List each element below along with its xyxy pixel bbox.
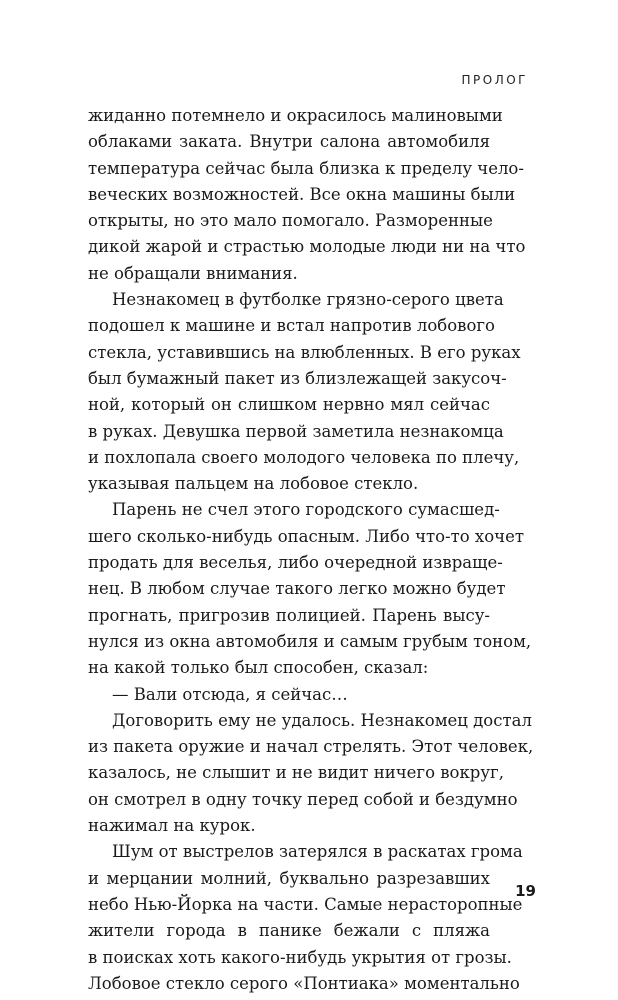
text-line: дикой жарой и страстью молодые люди ни на что xyxy=(88,237,526,257)
paragraph xyxy=(88,708,534,839)
text-line: и похлопала своего молодого человека по плечу, xyxy=(88,447,520,467)
text-line: казалось, не слышит и не видит ничего вокруг, xyxy=(88,763,504,783)
text-line: он смотрел в одну точку перед собой и бездумно xyxy=(88,789,518,809)
text-line: — Вали отсюда, я сейчас… xyxy=(112,684,348,704)
text-line: в руках. Девушка первой заметила незнакомца xyxy=(88,421,504,441)
text-line: Лобовое стекло серого «Понтиака» моментально xyxy=(88,973,520,993)
text-line: был бумажный пакет из близлежащей закусоч- xyxy=(88,368,507,388)
text-line: жители города в панике бежали с пляжа xyxy=(88,921,490,941)
text-line: шего сколько-нибудь опасным. Либо что-то хочет xyxy=(88,526,524,546)
running-header: ПРОЛОГ xyxy=(461,73,528,87)
text-line: нулся из окна автомобиля и самым грубым тоном, xyxy=(88,631,532,651)
text-line: прогнать, пригрозив полицией. Парень высу- xyxy=(88,605,490,625)
text-line: из пакета оружие и начал стрелять. Этот человек, xyxy=(88,737,534,757)
text-line: указывая пальцем на лобовое стекло. xyxy=(88,474,419,494)
text-line: нец. В любом случае такого легко можно будет xyxy=(88,579,506,599)
paragraph xyxy=(88,839,523,997)
text-line: стекла, уставившись на влюбленных. В его руках xyxy=(88,342,521,362)
text-line: температура сейчас была близка к пределу чело- xyxy=(88,158,524,178)
text-line: Незнакомец в футболке грязно-серого цвета xyxy=(112,290,504,310)
text-line: в поисках хоть какого-нибудь укрытия от грозы. xyxy=(88,947,512,967)
text-line: нажимал на курок. xyxy=(88,816,256,836)
text-line: продать для веселья, либо очередной извраще- xyxy=(88,553,503,573)
paragraph xyxy=(88,682,490,708)
text-line: Договорить ему не удалось. Незнакомец достал xyxy=(112,710,532,730)
page-number: 19 xyxy=(515,882,536,900)
text-line: жиданно потемнело и окрасилось малиновыми xyxy=(88,106,503,125)
text-line: на какой только был способен, сказал: xyxy=(88,658,429,678)
paragraph xyxy=(88,287,521,497)
text-line: облаками заката. Внутри салона автомобиля xyxy=(88,132,490,152)
text-line: открыты, но это мало помогало. Разморенные xyxy=(88,211,493,231)
text-line: Шум от выстрелов затерялся в раскатах грома xyxy=(112,842,523,862)
paragraph xyxy=(88,103,526,287)
text-line: подошел к машине и встал напротив лобового xyxy=(88,316,495,336)
text-line: и мерцании молний, буквально разрезавших xyxy=(88,868,490,888)
text-line: Парень не счел этого городского сумасшед- xyxy=(112,500,500,520)
text-line: не обращали внимания. xyxy=(88,263,298,283)
text-line: ной, который он слишком нервно мял сейчас xyxy=(88,395,490,415)
text-line: небо Нью-Йорка на части. Самые нерасторопные xyxy=(88,894,523,914)
text-line: веческих возможностей. Все окна машины были xyxy=(88,184,516,204)
paragraph xyxy=(88,497,532,681)
